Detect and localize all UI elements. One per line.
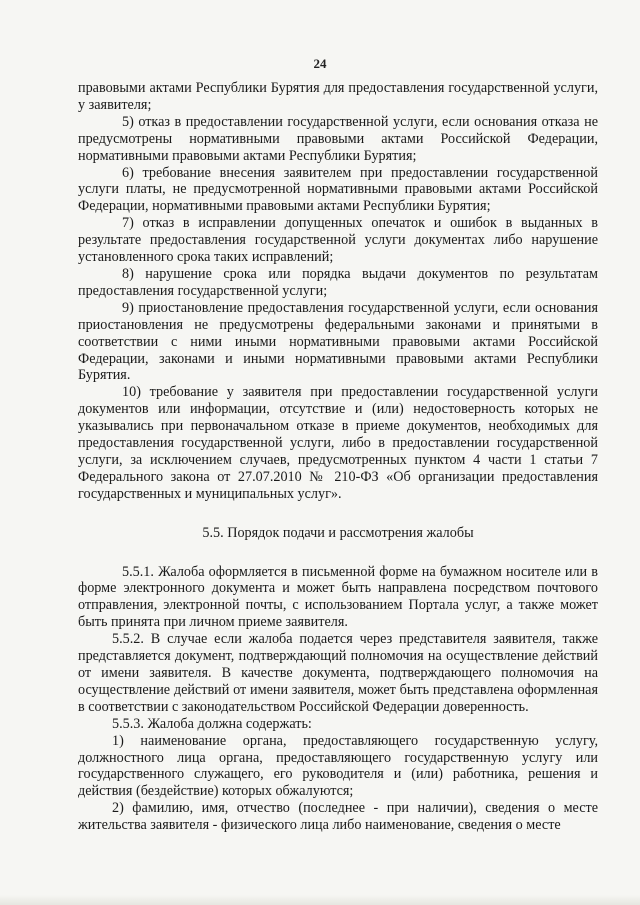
list-item-9: 9) приостановление предоставления государственной услуги, если основания приостановления не предусмотрены федеральными законами и принятыми в соответствии с ними иными нормативными правовыми актами Российской Федерации, законами и иными нормативными правовыми актами Республики Бурятия. — [78, 299, 598, 384]
list-item-8: 8) нарушение срока или порядка выдачи документов по результатам предоставления государственной услуги; — [78, 265, 598, 299]
section-heading: 5.5. Порядок подачи и рассмотрения жалобы — [202, 524, 474, 541]
clause-5-5-3: 5.5.3. Жалоба должна содержать: — [112, 715, 312, 732]
clause-5-5-2: 5.5.2. В случае если жалоба подается через представителя заявителя, также представляется документ, подтверждающий полномочия на осуществление действий от имени заявителя. В качестве документа, подтверждающего полномочия на осуществление действий от имени заявителя, может быть представлена оформленная в соответствии с законодательством Российской Федерации доверенность. — [78, 631, 598, 715]
clause-5-5-3-item-2: 2) фамилию, имя, отчество (последнее - при наличии), сведения о месте жительства заявителя - физического лица либо наименование, сведения о месте — [78, 800, 598, 834]
clause-5-5-1: 5.5.1. Жалоба оформляется в письменной форме на бумажном носителе или в форме электронного документа и может быть направлена посредством почтового отправления, электронной почты, с использованием Портала услуг, а также может быть принята при личном приеме заявителя. — [78, 563, 598, 631]
paragraph-continuation: правовыми актами Республики Бурятия для предоставления государственной услуги, у заявителя; — [78, 80, 598, 113]
document-body — [78, 80, 598, 834]
list-item-7: 7) отказ в исправлении допущенных опечаток и ошибок в выданных в результате предоставления государственной услуги документах либо нарушение установленного срока таких исправлений; — [78, 215, 598, 266]
list-item-6: 6) требование внесения заявителем при предоставлении государственной услуги платы, не предусмотренной нормативными правовыми актами Российской Федерации, нормативными правовыми актами Республики Бурятия; — [78, 164, 598, 215]
scan-edge-shadow — [0, 895, 640, 905]
page-number: 24 — [313, 56, 327, 71]
list-item-5: 5) отказ в предоставлении государственной услуги, если основания отказа не предусмотрены нормативными правовыми актами Российской Федерации, нормативными правовыми актами Республики Бурятия; — [78, 113, 598, 164]
list-item-10: 10) требование у заявителя при предоставлении государственной услуги документов или информации, отсутствие и (или) недостоверность которых не указывались при первоначальном отказе в приеме документов, необходимых для предоставления государственной услуги, либо в предоставлении государственной услуги, за исключением случаев, предусмотренных пунктом 4 части 1 статьи 7 Федерального закона от 27.07.2010 № 210-ФЗ «Об организации предоставления государственных и муниципальных услуг». — [78, 384, 598, 502]
clause-5-5-3-item-1: 1) наименование органа, предоставляющего государственную услугу, должностного лица органа, предоставляющего государственную услугу или государственного служащего, его руководителя и (или) работника, решения и действия (бездействие) которых обжалуются; — [78, 732, 598, 800]
